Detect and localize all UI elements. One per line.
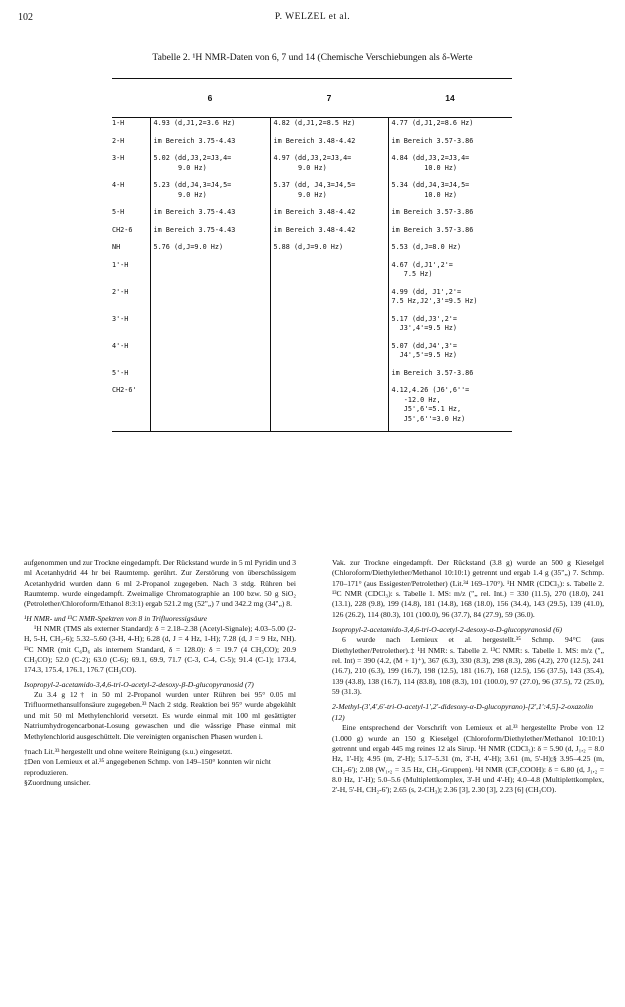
row-label: CH2-6' bbox=[112, 385, 150, 432]
table-row bbox=[112, 368, 512, 386]
cell-14: 4.12,4.26 (J6',6''= -12.0 Hz, J5',6'=5.1 Hz, J5',6''=3.0 Hz) bbox=[388, 385, 512, 432]
cell-14: 5.53 (d,J=8.0 Hz) bbox=[388, 242, 512, 260]
cell-6 bbox=[150, 341, 270, 368]
row-label: 5-H bbox=[112, 208, 125, 216]
right-text-column bbox=[332, 558, 604, 796]
cell-14: im Bereich 3.57-3.86 bbox=[388, 368, 512, 386]
paragraph: ¹H NMR (TMS als externer Standard): δ = 2.18–2.38 (Acetyl-Signale); 4.03–5.00 (2-H, 5-H, CH₂-6); 5.32–5.60 (3-H, 4-H); 6.28 (d, J = 4 Hz, 1-H); 7.28 (d, J = 9 Hz, NH). ¹³C NMR (mit C₆D₆ als internem Standard, δ = 128.0): δ = 19.7 (4 CH₃CO); 20.9 CH₃CO); 52.0 (C-2); 63.0 (C-6); 69.1, 69.9, 71.7 (C-3, C-4, C-5); 91.4 (C-1); 173.4, 174.3, 175.4, 176.1, 176.7 (CH₃CO). bbox=[24, 624, 296, 675]
row-label: 3'-H bbox=[112, 314, 129, 323]
paragraph: Vak. zur Trockne eingedampft. Der Rückstand (3.8 g) wurde an 500 g Kieselgel (Chloroform/Diethylether/Methanol 10:10:1) getrennt und ergab 1.4 g (35"„) 7. Schmp. 170–171° (aus Essigester/Petrolether) (Lit.³⁴ 169–170°). ¹H NMR (CDCl₃): s. Tabelle 2. ¹³C NMR (CDCl₃): s. Tabelle 1. MS: m/z ("„ rel. Int.) = 330 (11.5), 270 (18.0), 241 (13.1), 228 (9.8), 199 (14.8), 181 (14.8), 168 (18.0), 156 (34.4), 143 (29.5), 139 (41.0), 126 (26.2), 114 (80.3), 101 (100.0), 96 (37.7), 84 (27.9), 59 (36.0). bbox=[332, 558, 604, 619]
row-label: CH2-6 bbox=[112, 225, 133, 234]
cell-14: 4.99 (dd, J1',2'= 7.5 Hz,J2',3'=9.5 Hz) bbox=[388, 287, 512, 314]
table-caption: Tabelle 2. ¹H NMR-Daten von 6, 7 und 14 (Chemische Verschiebungen als δ-Werte bbox=[152, 52, 473, 63]
cell-6: 5.23 (dd,J4,3=J4,5= 9.0 Hz) bbox=[150, 180, 270, 207]
footnote: †nach Lit.³³ hergestellt und ohne weitere Reinigung (s.u.) eingesetzt. bbox=[24, 746, 233, 756]
row-label: 2-H bbox=[112, 136, 125, 145]
section-heading: ¹H NMR- und ¹³C NMR-Spektren von 8 in Trifluoressigsäure bbox=[24, 613, 208, 623]
paragraph: Zu 3.4 g 12† in 50 ml 2-Propanol wurden unter Rühren bei 95° 0.05 ml Trifluormethansulfonsäure zugegeben.³³ Nach 2 stdg. Reaktion bei 95° wurde abgekühlt und mit 50 ml Methylenchlorid versetzt. Es wurde einmal mit 100 ml gesättigter Natriumhydrogencarbonat-Losung gewaschen und die wässrige Phase einmal mit Methylenchlorid ausgeschüttelt. Die vereinigten organischen Phasen wurden i. bbox=[24, 690, 296, 741]
table-row bbox=[112, 180, 512, 207]
cell-7: im Bereich 3.48-4.42 bbox=[270, 207, 388, 225]
table-row bbox=[112, 225, 512, 243]
cell-6: 5.02 (dd,J3,2=J3,4= 9.0 Hz) bbox=[150, 153, 270, 180]
cell-14: 5.17 (dd,J3',2'= J3',4'=9.5 Hz) bbox=[388, 314, 512, 341]
cell-7 bbox=[270, 287, 388, 314]
cell-14: 5.07 (dd,J4',3'= J4',5'=9.5 Hz) bbox=[388, 341, 512, 368]
cell-6 bbox=[150, 368, 270, 386]
cell-6 bbox=[150, 385, 270, 432]
compound-heading: 2-Methyl-(3',4',6'-tri-O-acetyl-1',2'-didesoxy-α-D-glucopyrano)-[2',1':4,5]-2-oxazolin (12) bbox=[332, 702, 594, 722]
nmr-data-table bbox=[112, 78, 512, 432]
cell-7 bbox=[270, 260, 388, 287]
cell-14: im Bereich 3.57-3.86 bbox=[388, 207, 512, 225]
cell-14: im Bereich 3.57-3.86 bbox=[388, 136, 512, 154]
table-row bbox=[112, 207, 512, 225]
column-header-14: 14 bbox=[388, 79, 512, 118]
cell-6 bbox=[150, 287, 270, 314]
cell-7: im Bereich 3.48-4.42 bbox=[270, 136, 388, 154]
paragraph: Eine entsprechend der Vorschrift von Lemieux et al.³³ hergestellte Probe von 12 (1.000 g) wurde an 150 g Kieselgel (Chloroform/Diethylether/Methanol 10:10:1) getrennt und ergab 445 mg reines 12 als Sirup. ¹H NMR (CDCl₃): δ = 5.90 (d, J₁,₂ = 8.0 Hz, 1'-H); 4.95 (m, 2'-H); 5.17–5.31 (m, 3'-H, 4'-H); 3.61 (m, 5'-H);§ 3.95–4.25 (m, CH₂-6'); 2.08 (W₁,₂ = 3.5 Hz, CH₃-Gruppen). ¹H NMR (CF₃COOH): δ = 6.80 (d, J₁,₂ = 8.0 Hz, 1'-H); 5.0–5.6 (Multiplettkomplex, 3'-H und 4'-H); 4.0–4.8 (Multiplettkomplex, 2'-H, 5'-H, CH₂-6'); 2.65 (s, 2-CH₃); 2.36 [3], 2.30 [3], 2.23 [6] (CH₃CO). bbox=[332, 723, 604, 795]
footnote: ‡Den von Lemieux et al.³⁵ angegebenen Schmp. von 149–150° konnten wir nicht reproduzieren. bbox=[24, 757, 271, 777]
cell-14: 4.84 (dd,J3,2=J3,4= 10.0 Hz) bbox=[388, 153, 512, 180]
table-header-row bbox=[112, 79, 512, 118]
paragraph: 6 wurde nach Lemieux et al. hergestellt.³⁵ Schmp. 94°C (aus Diethylether/Petrolether).‡ ¹H NMR: s. Tabelle 2. ¹³C NMR: s. Tabelle 1. MS: m/z ("„ rel. Int) = 390 (4.2, (M + 1)⁺), 367 (6.3), 330 (8.3), 298 (8.3), 286 (4.2), 270 (12.5), 241 (16.7), 210 (6.3), 199 (16.7), 198 (12.5), 181 (16.7), 168 (12.5), 156 (37.5), 143 (35.4), 139 (43.8), 138 (16.7), 114 (83.8), 108 (8.3), 101 (100.0), 97 (27.0), 96 (37.5), 72 (25.0), 59 (31.3). bbox=[332, 635, 604, 697]
cell-7 bbox=[270, 314, 388, 341]
cell-6: 5.76 (d,J=9.0 Hz) bbox=[150, 242, 270, 260]
cell-7: 4.82 (d,J1,2=8.5 Hz) bbox=[270, 118, 388, 136]
compound-heading: Isopropyl-2-acetamido-3,4,6-tri-O-acetyl-2-desoxy-α-D-glucopyranosid (6) bbox=[332, 625, 562, 635]
paragraph: aufgenommen und zur Trockne eingedampft. Der Rückstand wurde in 5 ml Pyridin und 3 ml Acetanhydrid 44 hr bei Raumtemp. gerührt. Zur Zerstörung von überschüssigem Acetanhydrid wurden dann 6 ml 2-Propanol zugegeben. Nach 3 stdg. Rühren bei Raumtemp. wurde eingedampft. Zweimalige Chromatographie an 100 bzw. 50 g SiO₂ (Petrolether/Chloroform/Ethanol 8:3:1) ergab 521.2 mg (52"„) 7 und 342.2 mg (34"„) 8. bbox=[24, 558, 296, 609]
column-header-7: 7 bbox=[270, 79, 388, 118]
page-header bbox=[0, 6, 625, 30]
row-label: 4-H bbox=[112, 181, 125, 189]
cell-6: im Bereich 3.75-4.43 bbox=[150, 207, 270, 225]
table-row bbox=[112, 385, 512, 432]
row-label: 3-H bbox=[112, 154, 125, 162]
table-row bbox=[112, 314, 512, 341]
table-row bbox=[112, 136, 512, 154]
row-label: 2'-H bbox=[112, 287, 129, 296]
cell-6: im Bereich 3.75-4.43 bbox=[150, 136, 270, 154]
cell-14: im Bereich 3.57-3.86 bbox=[388, 225, 512, 243]
running-head: P. WELZEL et al. bbox=[274, 12, 351, 22]
cell-7: 4.97 (dd,J3,2=J3,4= 9.0 Hz) bbox=[270, 153, 388, 180]
table-row bbox=[112, 341, 512, 368]
cell-14: 4.77 (d,J1,2=8.6 Hz) bbox=[388, 118, 512, 136]
cell-7: 5.37 (dd, J4,3=J4,5= 9.0 Hz) bbox=[270, 180, 388, 207]
row-label: 4'-H bbox=[112, 341, 129, 350]
cell-14: 5.34 (dd,J4,3=J4,5= 10.0 Hz) bbox=[388, 180, 512, 207]
column-header-label bbox=[112, 79, 150, 118]
left-text-column bbox=[24, 558, 296, 788]
cell-7 bbox=[270, 368, 388, 386]
cell-6: im Bereich 3.75-4.43 bbox=[150, 225, 270, 243]
table-row bbox=[112, 118, 512, 136]
cell-7: im Bereich 3.48-4.42 bbox=[270, 225, 388, 243]
cell-6 bbox=[150, 314, 270, 341]
row-label: 5'-H bbox=[112, 368, 129, 377]
footnote: §Zuordnung unsicher. bbox=[24, 777, 91, 787]
cell-6 bbox=[150, 260, 270, 287]
table-row bbox=[112, 242, 512, 260]
cell-6: 4.93 (d,J1,2=3.6 Hz) bbox=[150, 118, 270, 136]
page-number: 102 bbox=[18, 12, 33, 23]
cell-7 bbox=[270, 341, 388, 368]
row-label: NH bbox=[112, 243, 121, 251]
row-label: 1-H bbox=[112, 119, 125, 127]
compound-heading: Isopropyl-2-acetamido-3,4,6-tri-O-acetyl-2-desoxy-β-D-glucopyranosid (7) bbox=[24, 679, 254, 689]
table-row bbox=[112, 153, 512, 180]
cell-7 bbox=[270, 385, 388, 432]
cell-14: 4.67 (d,J1',2'= 7.5 Hz) bbox=[388, 260, 512, 287]
table-row bbox=[112, 287, 512, 314]
table-row bbox=[112, 260, 512, 287]
cell-7: 5.88 (d,J=9.0 Hz) bbox=[270, 242, 388, 260]
row-label: 1'-H bbox=[112, 260, 129, 269]
column-header-6: 6 bbox=[150, 79, 270, 118]
